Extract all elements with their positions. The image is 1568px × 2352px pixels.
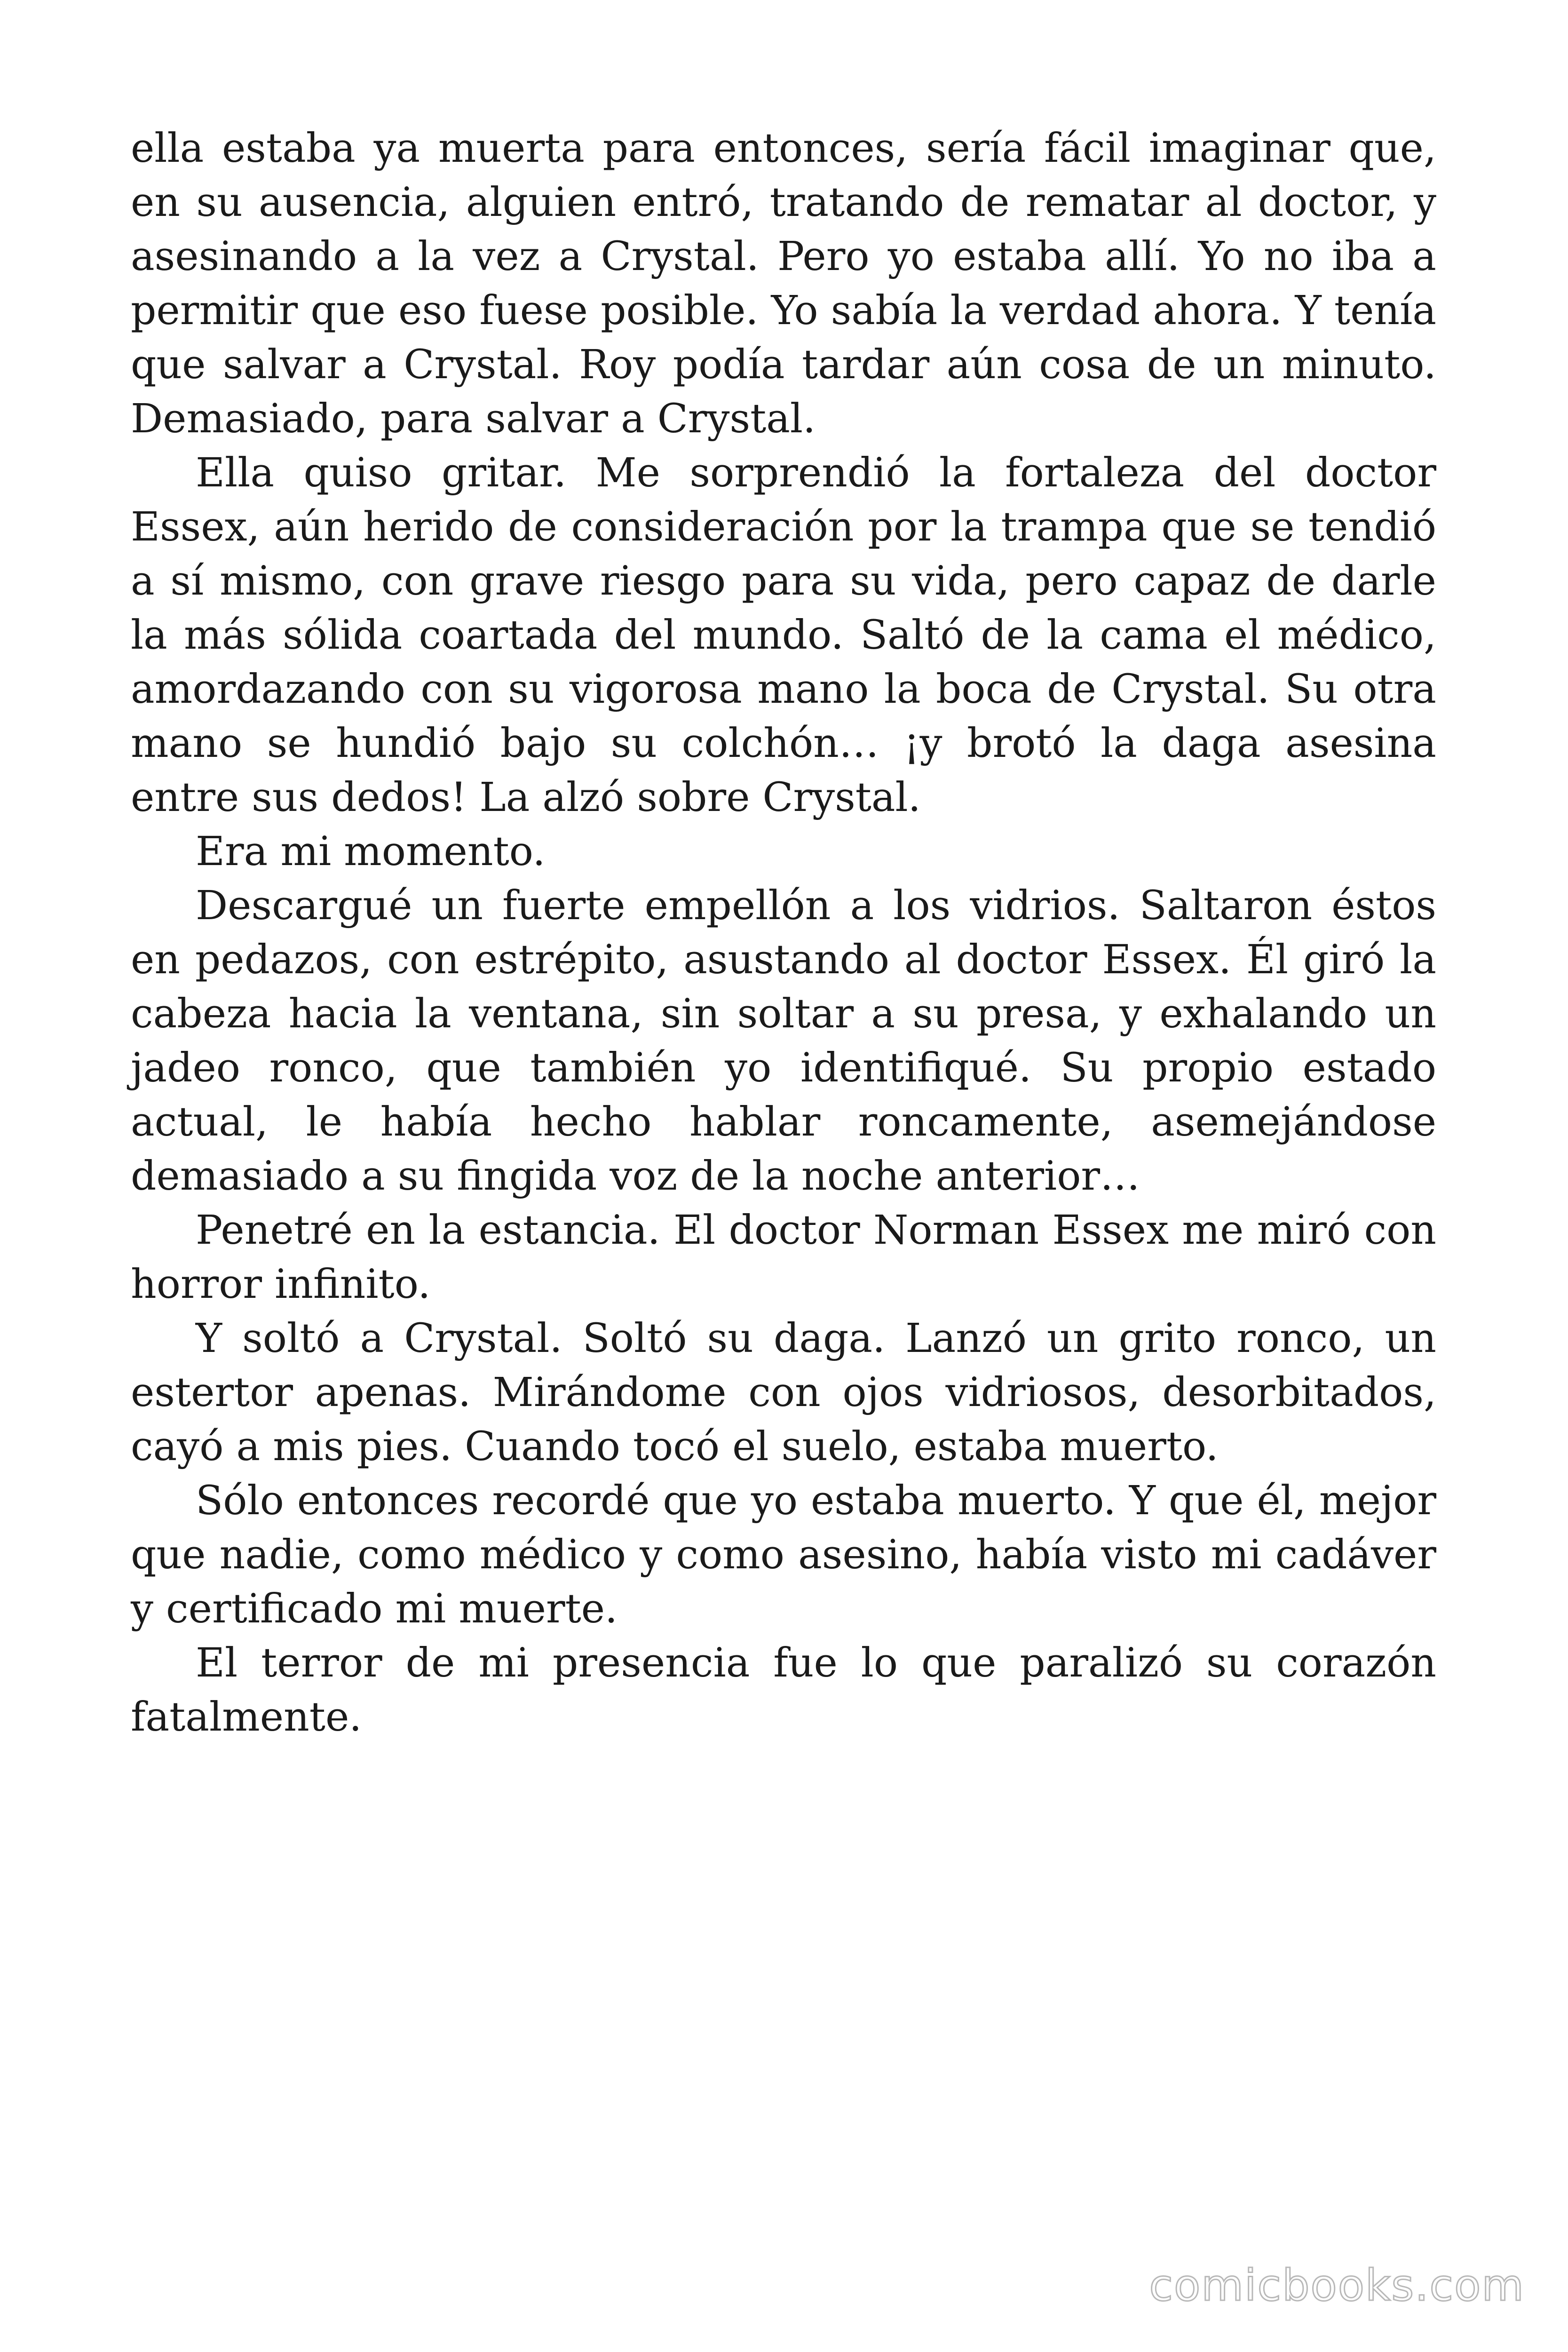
paragraph-2: Ella quiso gritar. Me sorprendió la fortaleza del doctor Essex, aún herido de consideración por la trampa que se tendió a sí mismo, con grave riesgo para su vida, pero capaz de darle la más sólida coartada del mundo. Saltó de la cama el médico, amordazando con su vigorosa mano la boca de Crystal. Su otra mano se hundió bajo su colchón… ¡y brotó la daga asesina entre sus dedos! La alzó sobre Crystal. bbox=[131, 450, 1436, 821]
paragraph-5: Penetré en la estancia. El doctor Norman Essex me miró con horror infinito. bbox=[131, 1207, 1436, 1308]
paragraph-8: El terror de mi presencia fue lo que paralizó su corazón fatalmente. bbox=[131, 1640, 1436, 1740]
paragraph-6: Y soltó a Crystal. Soltó su daga. Lanzó un grito ronco, un estertor apenas. Mirándome con ojos vidriosos, desorbitados, cayó a mis pies. Cuando tocó el suelo, estaba muerto. bbox=[131, 1315, 1436, 1470]
paragraph-4: Descargué un fuerte empellón a los vidrios. Saltaron éstos en pedazos, con estrépito, asustando al doctor Essex. Él giró la cabeza hacia la ventana, sin soltar a su presa, y exhalando un jadeo ronco, que también yo identifiqué. Su propio estado actual, le había hecho hablar roncamente, asemejándose demasiado a su fingida voz de la noche anterior… bbox=[131, 882, 1436, 1200]
site-watermark: comicbooks.com bbox=[1149, 2260, 1525, 2311]
paragraph-1: ella estaba ya muerta para entonces, sería fácil imaginar que, en su ausencia, alguien entró, tratando de rematar al doctor, y asesinando a la vez a Crystal. Pero yo estaba allí. Yo no iba a permitir que eso fuese posible. Yo sabía la verdad ahora. Y tenía que salvar a Crystal. Roy podía tardar aún cosa de un minuto. Demasiado, para salvar a Crystal. bbox=[131, 125, 1436, 442]
paragraph-3: Era mi momento. bbox=[196, 828, 546, 875]
body-text bbox=[131, 121, 1436, 1744]
paragraph-7: Sólo entonces recordé que yo estaba muerto. Y que él, mejor que nadie, como médico y como asesino, había visto mi cadáver y certificado mi muerte. bbox=[131, 1478, 1436, 1632]
